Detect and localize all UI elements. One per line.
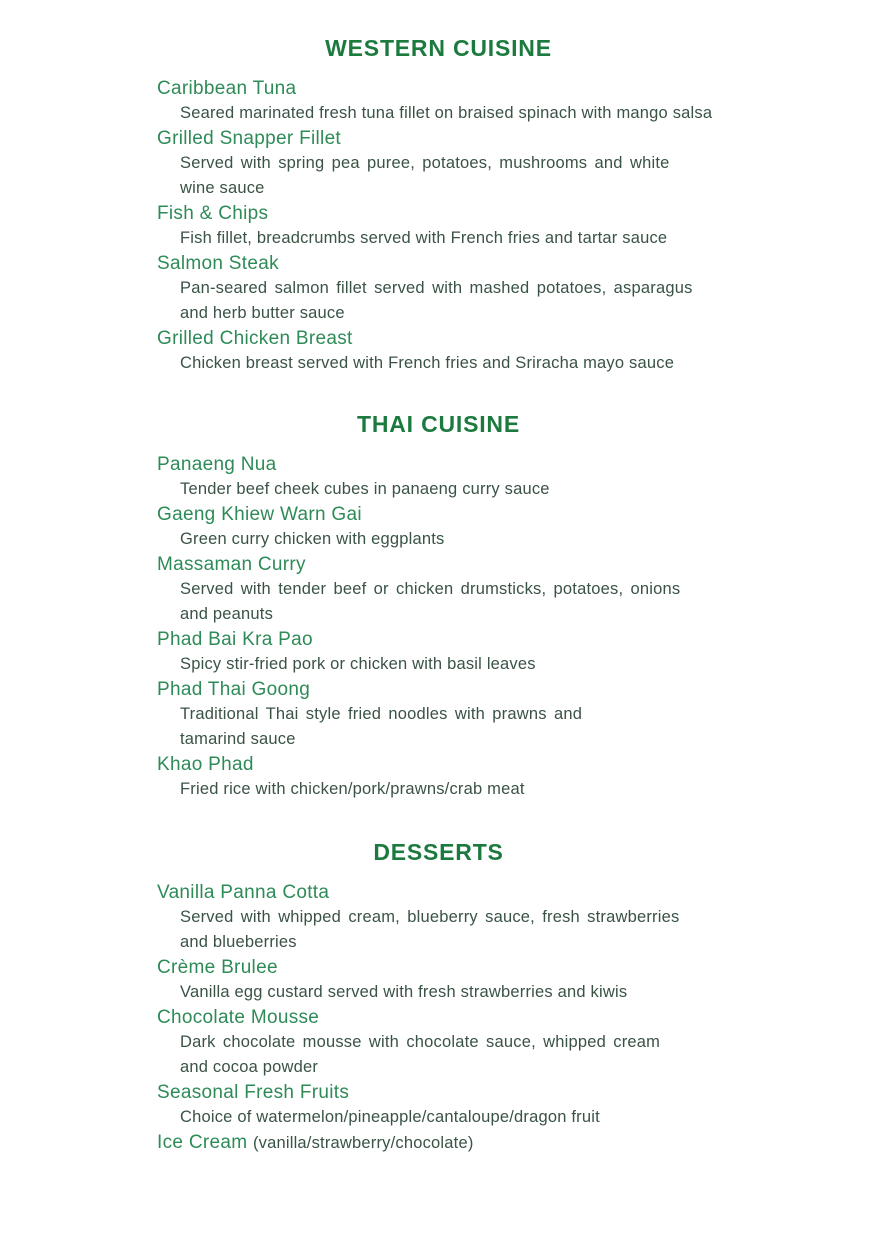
- description-line: Tender beef cheek cubes in panaeng curry sauce: [180, 480, 550, 498]
- menu-item: [157, 1130, 747, 1156]
- description-line: tamarind sauce: [180, 730, 296, 748]
- dish-name: Fish & Chips: [157, 203, 269, 224]
- description-line: Green curry chicken with eggplants: [180, 530, 445, 548]
- description-line: Fried rice with chicken/pork/prawns/crab meat: [180, 780, 525, 798]
- menu-item: [157, 627, 747, 677]
- menu-item: [157, 126, 747, 201]
- description-line: and peanuts: [180, 605, 274, 623]
- description-line: Spicy stir-fried pork or chicken with basil leaves: [180, 655, 536, 673]
- menu-section: [157, 410, 747, 802]
- menu-section: [157, 34, 747, 376]
- dish-name: Panaeng Nua: [157, 454, 277, 475]
- dish-note: (vanilla/strawberry/chocolate): [252, 1134, 474, 1152]
- dish-name: Chocolate Mousse: [157, 1007, 320, 1028]
- dish-description: [157, 151, 747, 201]
- menu-item: [157, 1005, 747, 1080]
- menu-item: [157, 752, 747, 802]
- section-items: [157, 452, 747, 802]
- dish-description: [157, 226, 747, 251]
- description-line: and herb butter sauce: [180, 304, 345, 322]
- dish-name: Seasonal Fresh Fruits: [157, 1082, 350, 1103]
- dish-description: [157, 702, 747, 752]
- dish-name: Khao Phad: [157, 754, 254, 775]
- section-title: WESTERN CUISINE: [325, 35, 552, 61]
- description-line: Dark chocolate mousse with chocolate sauce, whipped cream: [180, 1033, 661, 1051]
- menu-item: [157, 502, 747, 552]
- description-line: Choice of watermelon/pineapple/cantaloupe/dragon fruit: [180, 1108, 600, 1126]
- description-line: and blueberries: [180, 933, 297, 951]
- menu-item: [157, 201, 747, 251]
- description-line: and cocoa powder: [180, 1058, 319, 1076]
- menu-item: [157, 880, 747, 955]
- dish-description: [157, 527, 747, 552]
- description-line: Served with whipped cream, blueberry sauce, fresh strawberries: [180, 908, 680, 926]
- description-line: wine sauce: [180, 179, 265, 197]
- dish-description: [157, 905, 747, 955]
- description-line: Pan-seared salmon fillet served with mashed potatoes, asparagus: [180, 279, 693, 297]
- menu-item: [157, 677, 747, 752]
- dish-name: Massaman Curry: [157, 554, 306, 575]
- dish-name: Phad Bai Kra Pao: [157, 629, 313, 650]
- dish-name: [157, 1130, 747, 1156]
- menu-section: [157, 838, 747, 1156]
- section-items: [157, 880, 747, 1156]
- menu-item: [157, 955, 747, 1005]
- dish-description: [157, 577, 747, 627]
- dish-name: Grilled Snapper Fillet: [157, 128, 342, 149]
- description-line: Served with spring pea puree, potatoes, mushrooms and white: [180, 154, 670, 172]
- dish-name: Salmon Steak: [157, 253, 279, 274]
- dish-name: Gaeng Khiew Warn Gai: [157, 504, 362, 525]
- dish-description: [157, 1105, 747, 1130]
- description-line: Served with tender beef or chicken drumsticks, potatoes, onions: [180, 580, 681, 598]
- dish-name-text: Ice Cream: [157, 1132, 248, 1153]
- menu-item: [157, 251, 747, 326]
- dish-description: [157, 276, 747, 326]
- dish-name: Vanilla Panna Cotta: [157, 882, 330, 903]
- dish-name: Grilled Chicken Breast: [157, 328, 353, 349]
- description-line: Seared marinated fresh tuna fillet on braised spinach with mango salsa: [180, 104, 713, 122]
- dish-name: Caribbean Tuna: [157, 78, 297, 99]
- description-line: Vanilla egg custard served with fresh strawberries and kiwis: [180, 983, 628, 1001]
- menu-item: [157, 326, 747, 376]
- section-title: DESSERTS: [373, 839, 504, 865]
- menu-item: [157, 1080, 747, 1130]
- description-line: Traditional Thai style fried noodles with prawns and: [180, 705, 583, 723]
- description-line: Chicken breast served with French fries and Sriracha mayo sauce: [180, 354, 675, 372]
- section-title: THAI CUISINE: [357, 411, 520, 437]
- dish-description: [157, 980, 747, 1005]
- dish-description: [157, 652, 747, 677]
- dish-description: [157, 477, 747, 502]
- description-line: Fish fillet, breadcrumbs served with French fries and tartar sauce: [180, 229, 668, 247]
- section-items: [157, 76, 747, 376]
- menu-item: [157, 452, 747, 502]
- dish-description: [157, 777, 747, 802]
- dish-name: Phad Thai Goong: [157, 679, 311, 700]
- menu-item: [157, 552, 747, 627]
- menu-item: [157, 76, 747, 126]
- dish-description: [157, 351, 747, 376]
- dish-description: [157, 101, 747, 126]
- dish-name: Crème Brulee: [157, 957, 278, 978]
- dish-description: [157, 1030, 747, 1080]
